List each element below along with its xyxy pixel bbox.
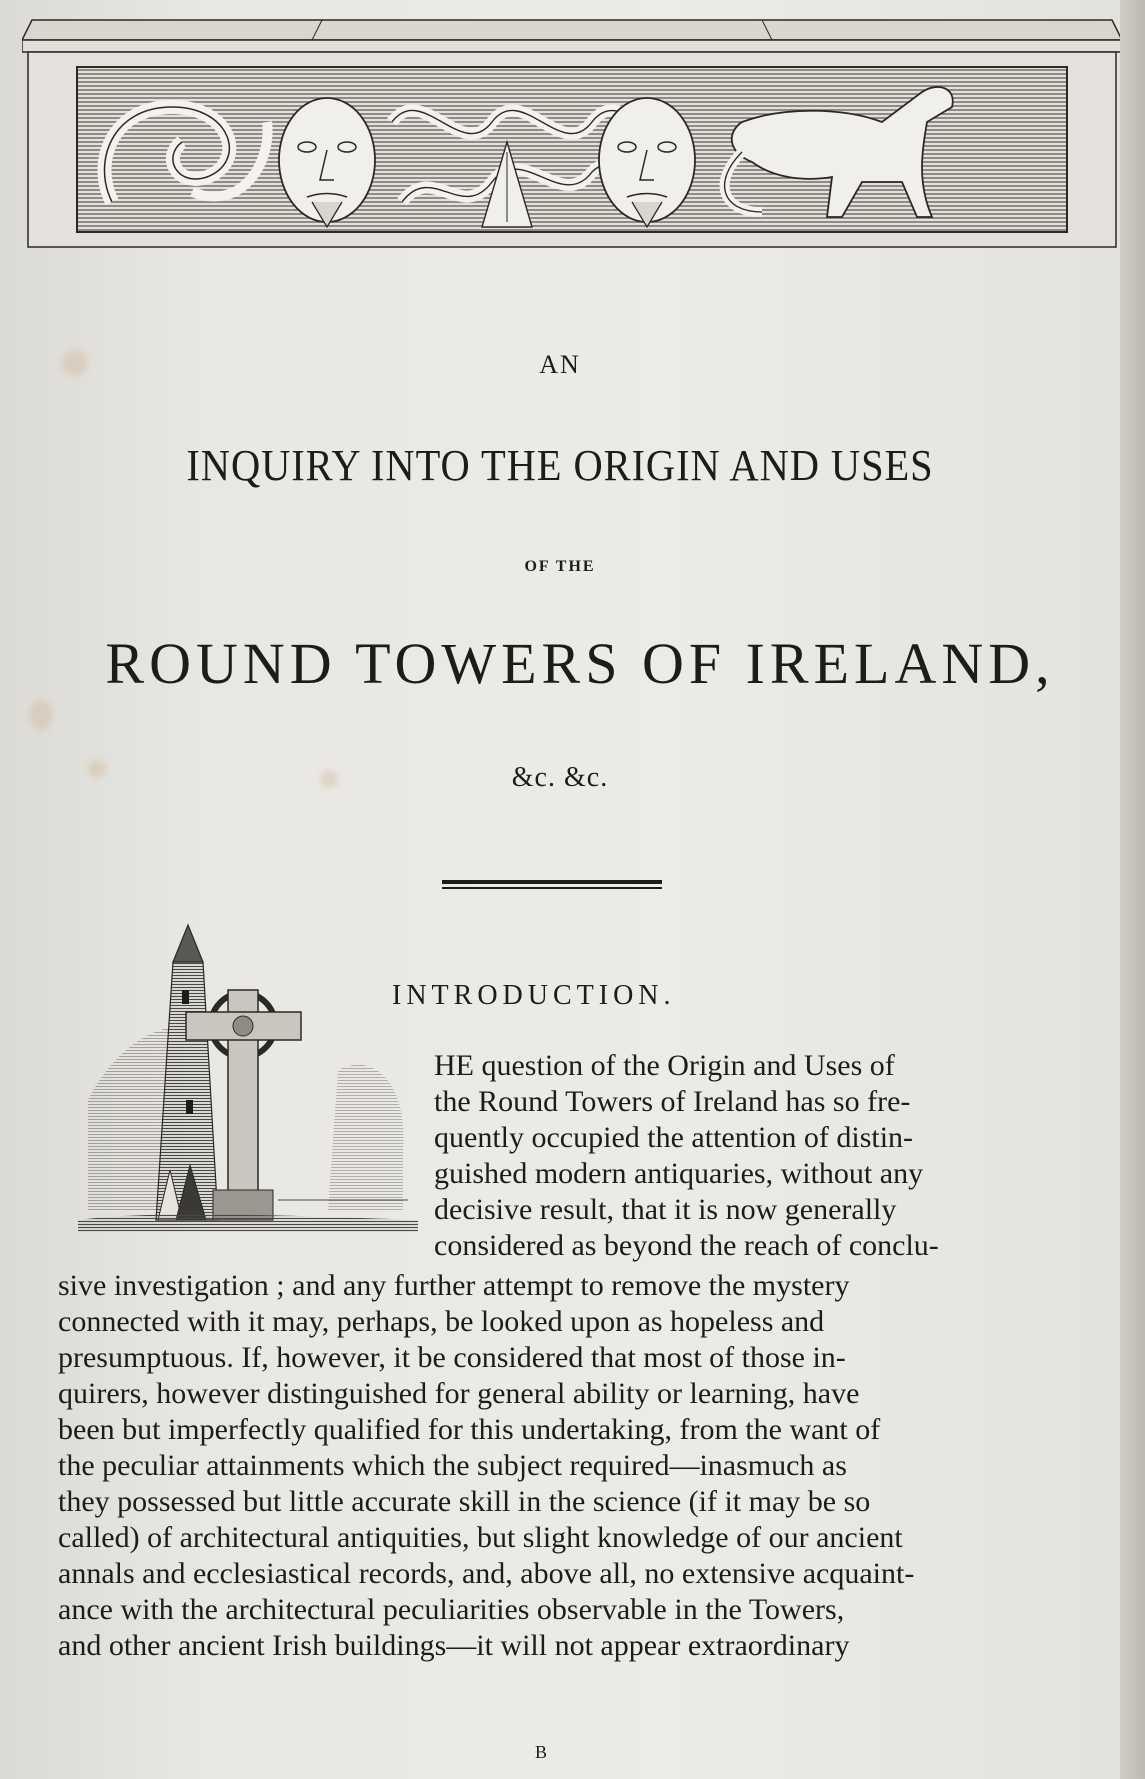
text-line: ance with the architectural peculiarities observable in the Towers, — [58, 1593, 845, 1626]
text-line: the peculiar attainments which the subject required—inasmuch as — [58, 1449, 847, 1482]
heading-round-towers: ROUND TOWERS OF IRELAND, — [105, 631, 1055, 696]
introduction-paragraph-continued — [58, 1268, 914, 1664]
text-line: considered as beyond the reach of conclu- — [434, 1229, 939, 1262]
heading-of-the: OF THE — [524, 558, 596, 575]
text-line: presumptuous. If, however, it be considered that most of those in- — [58, 1341, 846, 1374]
text-line: connected with it may, perhaps, be looked upon as hopeless and — [58, 1305, 825, 1338]
text-line: annals and ecclesiastical records, and, above all, no extensive acquaint- — [58, 1557, 915, 1590]
heading-an: AN — [539, 350, 581, 379]
heading-inquiry: INQUIRY INTO THE ORIGIN AND USES — [186, 441, 934, 490]
page-edge — [1120, 0, 1145, 1779]
round-tower-vignette — [78, 920, 418, 1270]
text-line: quently occupied the attention of distin- — [434, 1121, 914, 1154]
text-line: quirers, however distinguished for general ability or learning, have — [58, 1377, 860, 1410]
text-line: called) of architectural antiquities, but slight knowledge of our ancient — [58, 1521, 903, 1554]
text-line: decisive result, that it is now generally — [434, 1193, 897, 1226]
text-line: HE question of the Origin and Uses of — [434, 1049, 895, 1082]
double-rule-divider — [442, 880, 662, 889]
signature-mark: B — [535, 1742, 549, 1762]
decorative-headpiece — [22, 12, 1122, 248]
text-line: the Round Towers of Ireland has so fre- — [434, 1085, 911, 1118]
introduction-heading: INTRODUCTION. — [392, 980, 676, 1011]
text-line: been but imperfectly qualified for this undertaking, from the want of — [58, 1413, 881, 1446]
text-line: and other ancient Irish buildings—it will not appear extraordinary — [58, 1629, 850, 1662]
heading-etc: &c. &c. — [511, 762, 609, 793]
introduction-paragraph-indented — [434, 1048, 939, 1264]
text-line: guished modern antiquaries, without any — [434, 1157, 924, 1190]
foxing-stain — [30, 700, 52, 730]
text-line: they possessed but little accurate skill in the science (if it may be so — [58, 1485, 871, 1518]
text-line: sive investigation ; and any further attempt to remove the mystery — [58, 1269, 850, 1302]
